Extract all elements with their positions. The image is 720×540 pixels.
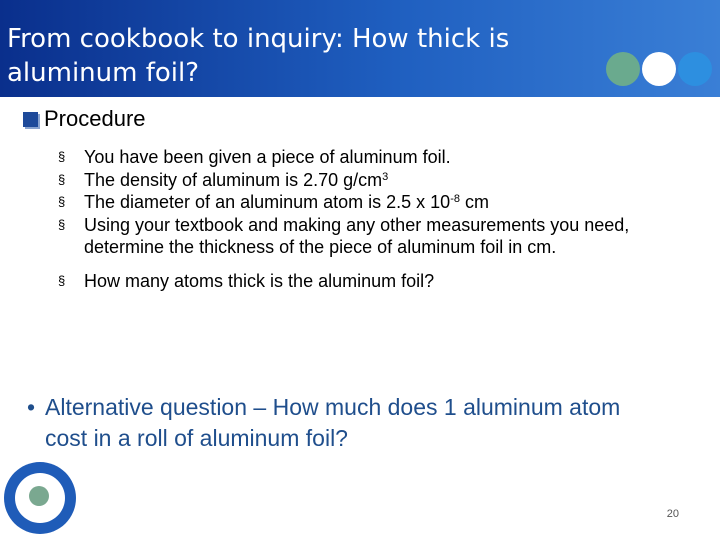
procedure-heading [23,106,146,132]
superscript: -8 [450,193,460,205]
item-text: You have been given a piece of aluminum foil. [84,147,451,167]
list-item [58,146,684,169]
list-item [58,191,684,214]
bullet-icon: § [58,149,66,164]
alternative-question [27,392,647,454]
checkbox-bullet-icon [23,112,38,127]
bullet-icon: § [58,216,66,232]
blue-dot-icon [678,52,712,86]
list-item [58,270,684,293]
item-text: The diameter of an aluminum atom is 2.5 x 10 [84,192,451,212]
item-text: How many atoms thick is the aluminum foil? [84,270,435,291]
title-bar [0,0,720,97]
item-text: The density of aluminum is 2.70 g/cm [84,169,383,190]
procedure-heading-text: Procedure [44,106,146,131]
white-dot-icon [642,52,676,86]
green-dot-icon [606,52,640,86]
slide-title: From cookbook to inquiry: How thick is aluminum foil? [7,24,510,88]
procedure-list [58,146,684,292]
page-number: 20 [666,508,679,520]
ring-dot-icon [29,486,49,506]
item-text: Using your textbook and making any other measurements you need, determine the thickness of the piece of aluminum foil in cm. [84,214,630,257]
item-text-suffix: cm [459,192,489,212]
list-item [58,169,684,192]
alternative-question-text: Alternative question – How much does 1 aluminum atom cost in a roll of aluminum foil? [45,394,621,451]
bullet-icon: § [58,171,66,187]
bullet-icon: § [58,194,66,209]
bullet-icon: § [58,272,66,288]
superscript: 3 [382,170,389,183]
list-item [58,214,684,259]
bullet-dot-icon: • [27,394,36,420]
